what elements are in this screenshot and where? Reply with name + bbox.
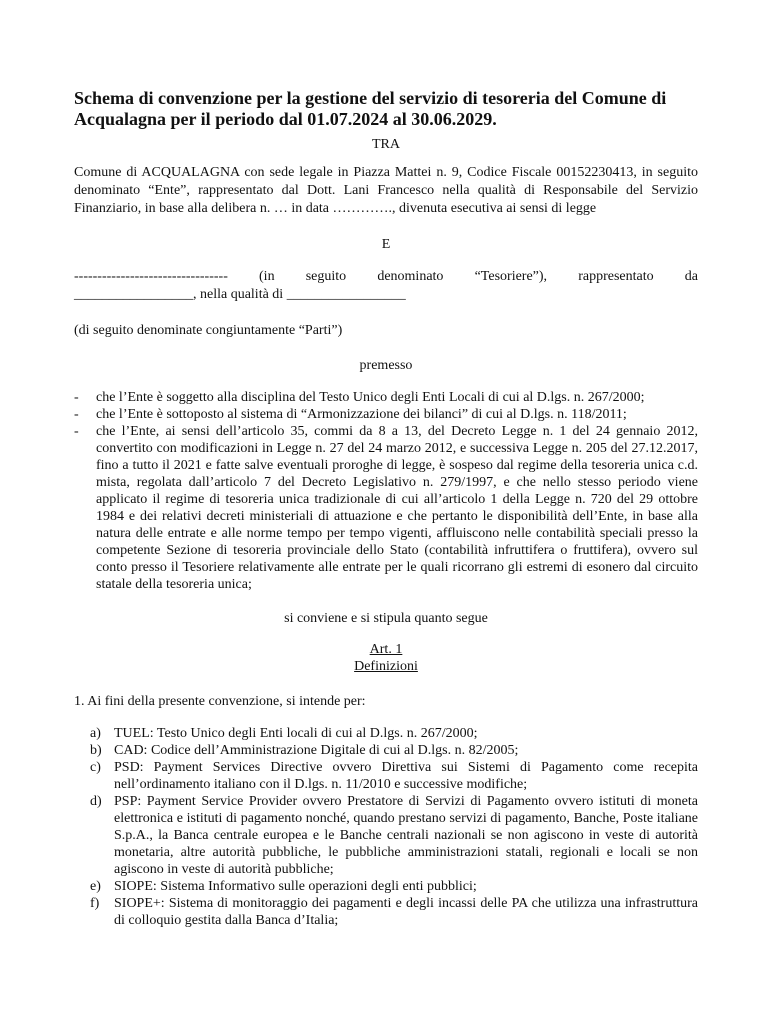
parti-paragraph: (di seguito denominate congiuntamente “Parti”) — [74, 323, 343, 338]
definition-text: CAD: Codice dell’Amministrazione Digitale di cui al D.lgs. n. 82/2005; — [114, 743, 519, 758]
list-item — [74, 742, 698, 759]
list-item — [74, 725, 698, 742]
premesso-heading: premesso — [359, 358, 413, 373]
list-item — [74, 759, 698, 793]
list-item: - che l’Ente è sottoposto al sistema di “Armonizzazione dei bilanci” di cui al D.lgs. n. 118/2011; — [74, 406, 698, 423]
tesoriere-line-1: --------------------------------- (in seguito denominato “Tesoriere”), rappresentato da — [74, 269, 698, 284]
premesse-list — [74, 389, 698, 593]
list-item: - che l’Ente, ai sensi dell’articolo 35, commi da 8 a 13, del Decreto Legge n. 1 del 24 gennaio 2012, convertito con modificazioni in Legge n. 27 del 24 marzo 2012, e successiva Legge n. 205 del 27.12.2017, fino a tutto il 2021 e fatte salve eventuali proroghe di legge, è sospeso dal regime della tesoreria unica c.d. mista, regolata dall’articolo 7 del Decreto Legislativo n. 279/1997, e che nello stesso periodo viene applicato il regime di tesoreria unica tradizionale di cui all’articolo 1 della Legge n. 720 del 29 ottobre 1984 e dei relativi decreti ministeriali di attuazione e che pertanto le disponibilità dell’Ente, in base alla natura delle entrate e alle norme tempo per tempo vigenti, affluiscono nelle contabilità speciali presso la competente Sezione di tesoreria provinciale dello Stato (contabilità infruttifera o fruttifera), ovvero sul conto presso il Tesoriere relativamente alle entrate per le quali ricorrano gli estremi di esonero dal circuito statale della tesoreria unica; — [74, 423, 698, 593]
tra-heading: TRA — [372, 137, 400, 152]
definition-text: PSP: Payment Service Provider ovvero Prestatore di Servizi di Pagamento ovvero istituti di moneta elettronica e istituti di pagamento nonché, quando prestano servizi di pagamento, Banche, Poste italiane S.p.A., la Banca centrale europea e le Banche centrali nazionali se non agiscono in veste di autorità monetaria, altre autorità pubbliche, le pubbliche amministrazioni statali, regionali e locali se non agiscono in veste di autorità pubbliche; — [114, 794, 698, 877]
list-marker: d) — [90, 794, 102, 809]
list-marker: f) — [90, 896, 100, 911]
list-marker: a) — [90, 726, 101, 741]
list-item — [74, 793, 698, 878]
stipula-heading: si conviene e si stipula quanto segue — [284, 611, 488, 626]
list-item — [74, 878, 698, 895]
definition-text: SIOPE+: Sistema di monitoraggio dei pagamenti e degli incassi delle PA che utilizza una infrastruttura di colloquio gestita dalla Banca d’Italia; — [114, 896, 698, 928]
list-item — [74, 895, 698, 929]
definition-text: PSD: Payment Services Directive ovvero Direttiva sui Sistemi di Pagamento come recepita nell’ordinamento italiano con il D.lgs. n. 11/2010 e successive modifiche; — [114, 760, 698, 792]
article-title: Art. 1 — [369, 642, 403, 657]
list-item: - che l’Ente è soggetto alla disciplina del Testo Unico degli Enti Locali di cui al D.lgs. n. 267/2000; — [74, 389, 698, 406]
point-1: 1. Ai fini della presente convenzione, si intende per: — [74, 694, 366, 709]
definition-text: SIOPE: Sistema Informativo sulle operazioni degli enti pubblici; — [114, 879, 477, 894]
ente-paragraph: Comune di ACQUALAGNA con sede legale in Piazza Mattei n. 9, Codice Fiscale 00152230413, in seguito denominato “Ente”, rappresentato dal Dott. Lani Francesco nella qualità di Responsabile del Servizio Finanziario, in base alla delibera n. … in data …………., divenuta esecutiva ai sensi di legge — [74, 165, 698, 216]
document-title: Schema di convenzione per la gestione del servizio di tesoreria del Comune di Acqualagna per il periodo dal 01.07.2024 al 30.06.2029. — [74, 88, 667, 129]
definitions-list — [74, 725, 698, 929]
e-heading: E — [381, 237, 391, 252]
article-subtitle: Definizioni — [354, 659, 418, 674]
definition-text: TUEL: Testo Unico degli Enti locali di cui al D.lgs. n. 267/2000; — [114, 726, 478, 741]
list-marker: c) — [90, 760, 101, 775]
tesoriere-line-2: _________________, nella qualità di _________________ — [74, 287, 406, 302]
list-marker: e) — [90, 879, 101, 894]
list-marker: b) — [90, 743, 102, 758]
